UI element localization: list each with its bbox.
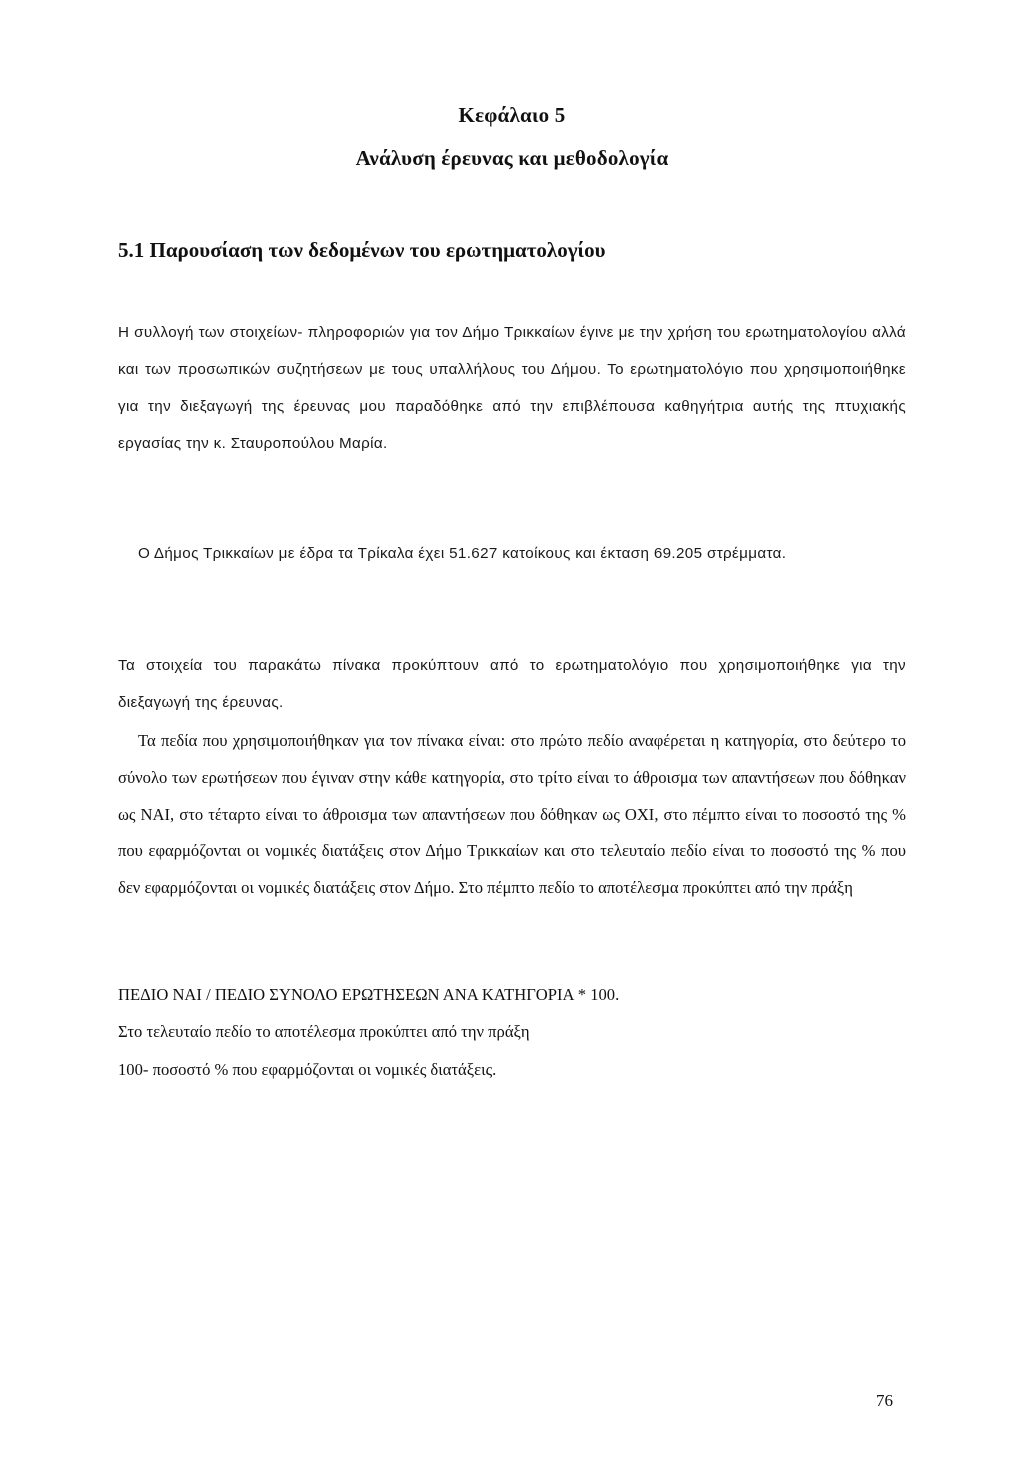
table-source-paragraph: Τα στοιχεία του παρακάτω πίνακα προκύπτουν από το ερωτηματολόγιο που χρησιμοποιήθηκε για την διεξαγωγή της έρευνας.	[118, 657, 906, 711]
formula-no-percentage: 100- ποσοστό % που εφαρμόζονται οι νομικές διατάξεις.	[118, 1060, 497, 1079]
chapter-number: Κεφάλαιο 5	[458, 103, 566, 127]
page-number: 76	[876, 1391, 893, 1410]
formula-yes-percentage: ΠΕΔΙΟ ΝΑΙ / ΠΕΔΙΟ ΣΥΝΟΛΟ ΕΡΩΤΗΣΕΩΝ ΑΝΑ ΚΑΤΗΓΟΡΙΑ * 100.	[118, 985, 620, 1004]
table-fields-paragraph: Τα πεδία που χρησιμοποιήθηκαν για τον πίνακα είναι: στο πρώτο πεδίο αναφέρεται η κατηγορία, στο δεύτερο το σύνολο των ερωτήσεων που έγιναν στην κάθε κατηγορία, στο τρίτο είναι το άθροισμα των απαντήσεων που δόθηκαν ως ΝΑΙ, στο τέταρτο είναι το άθροισμα των απαντήσεων που δόθηκαν ως ΟΧΙ, στο πέμπτο είναι το ποσοστό της % που εφαρμόζονται οι νομικές διατάξεις στον Δήμο Τρικκαίων και στο τελευταίο πεδίο είναι το ποσοστό της % που δεν εφαρμόζονται οι νομικές διατάξεις στον Δήμο. Στο πέμπτο πεδίο το αποτέλεσμα προκύπτει από την πράξη	[118, 731, 906, 898]
chapter-title: Ανάλυση έρευνας και μεθοδολογία	[355, 146, 669, 170]
municipality-paragraph: Ο Δήμος Τρικκαίων με έδρα τα Τρίκαλα έχει 51.627 κατοίκους και έκταση 69.205 στρέμματα.	[138, 545, 787, 562]
intro-paragraph: Η συλλογή των στοιχείων- πληροφοριών για τον Δήμο Τρικκαίων έγινε με την χρήση του ερωτηματολογίου αλλά και των προσωπικών συζητήσεων με τους υπαλλήλους του Δήμου. Το ερωτηματολόγιο που χρησιμοποιήθηκε για την διεξαγωγή της έρευνας μου παραδόθηκε από την επιβλέπουσα καθηγήτρια αυτής της πτυχιακής εργασίας την κ. Σταυροπούλου Μαρία.	[118, 324, 906, 452]
section-heading: 5.1 Παρουσίαση των δεδομένων του ερωτηματολογίου	[118, 238, 606, 262]
last-field-paragraph: Στο τελευταίο πεδίο το αποτέλεσμα προκύπτει από την πράξη	[118, 1022, 530, 1041]
